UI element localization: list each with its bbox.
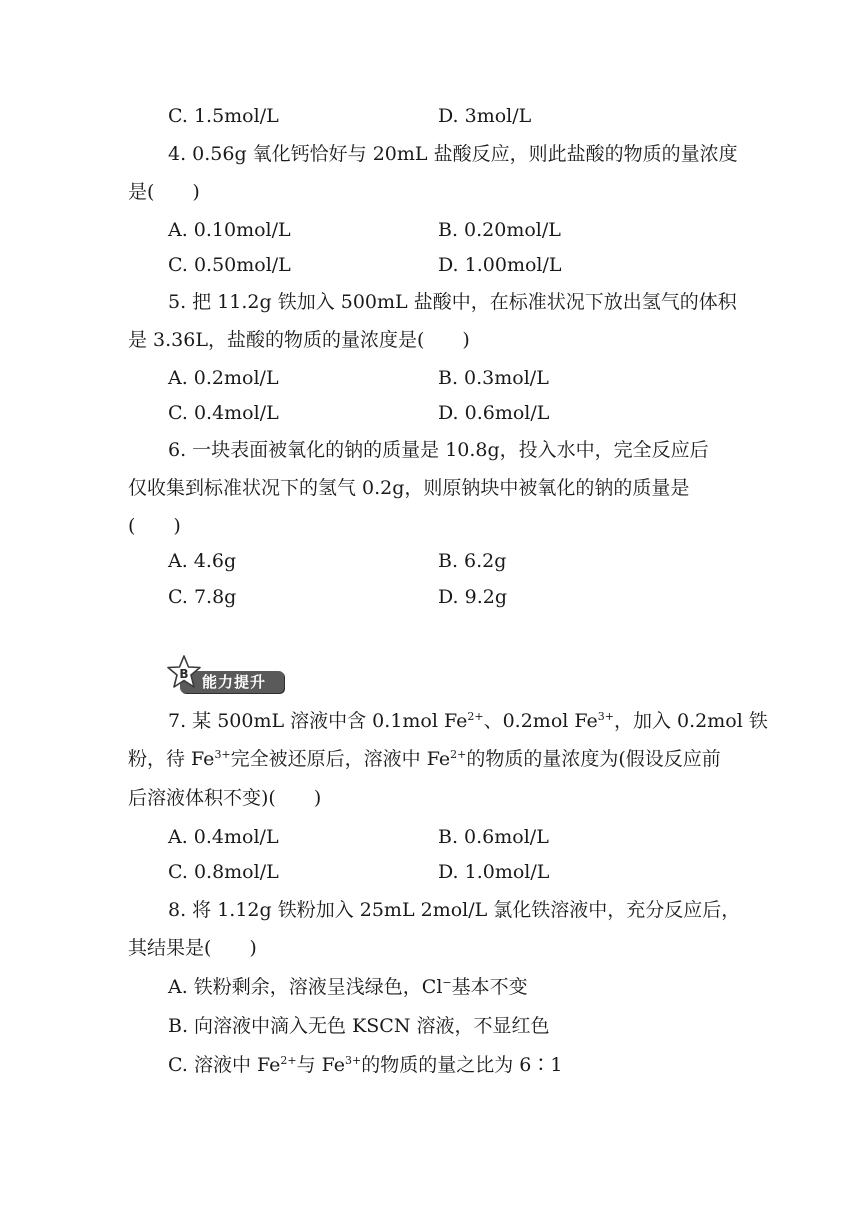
- q4-option-c: C. 0.50mol/L: [168, 254, 291, 276]
- q6-option-c: C. 7.8g: [168, 586, 237, 608]
- q7-option-b: B. 0.6mol/L: [438, 826, 549, 848]
- q4-option-d: D. 1.00mol/L: [438, 254, 562, 276]
- q6-stem-line3: ( ): [128, 515, 181, 537]
- q7-stem-line1: 7. 某 500mL 溶液中含 0.1mol $Fe^{2+}$、0.2mol $Fe^{3+}$，加入 0.2mol 铁: [168, 710, 768, 732]
- q8-stem-line1: 8. 将 1.12g 铁粉加入 25mL 2mol/L 氯化铁溶液中，充分反应后，: [168, 899, 741, 921]
- q7-stem-line3: 后溶液体积不变)( ): [128, 787, 322, 809]
- q8-option-a: A. 铁粉剩余，溶液呈浅绿色，Cl−基本不变: [168, 976, 528, 998]
- q4-option-b: B. 0.20mol/L: [438, 219, 561, 241]
- q5-option-b: B. 0.3mol/L: [438, 367, 549, 389]
- q4-stem-line2: 是( ): [128, 181, 200, 203]
- q4-stem-line1: 4. 0.56g 氧化钙恰好与 20mL 盐酸反应，则此盐酸的物质的量浓度: [168, 143, 738, 165]
- q6-option-b: B. 6.2g: [438, 550, 507, 572]
- q6-option-d: D. 9.2g: [438, 586, 508, 608]
- section-badge: [166, 655, 288, 697]
- q7-stem-line2: 粉，待 $Fe^{3+}$完全被还原后，溶液中 $Fe^{2+}$的物质的量浓度为(假设反应前: [128, 748, 721, 770]
- q6-option-a: A. 4.6g: [168, 550, 237, 572]
- section-badge-label: 能力提升: [202, 673, 267, 691]
- q5-option-a: A. 0.2mol/L: [168, 367, 279, 389]
- q4-option-a: A. 0.10mol/L: [168, 219, 291, 241]
- q8-stem-line2: 其结果是( ): [128, 937, 257, 959]
- q7-option-c: C. 0.8mol/L: [168, 861, 279, 883]
- q5-option-d: D. 0.6mol/L: [438, 402, 550, 424]
- q3-option-c: C. 1.5mol/L: [168, 105, 279, 127]
- q6-stem-line2: 仅收集到标准状况下的氢气 0.2g，则原钠块中被氧化的钠的质量是: [128, 477, 690, 499]
- q5-option-c: C. 0.4mol/L: [168, 402, 279, 424]
- q8-option-c: C. 溶液中 $Fe^{2+}$与 $Fe^{3+}$的物质的量之比为 6∶1: [168, 1054, 563, 1076]
- q5-stem-line2: 是 3.36L，盐酸的物质的量浓度是( ): [128, 329, 470, 351]
- q6-stem-line1: 6. 一块表面被氧化的钠的质量是 10.8g，投入水中，完全反应后: [168, 439, 709, 461]
- q7-option-d: D. 1.0mol/L: [438, 861, 550, 883]
- q5-stem-line1: 5. 把 11.2g 铁加入 500mL 盐酸中，在标准状况下放出氢气的体积: [168, 291, 737, 313]
- q7-option-a: A. 0.4mol/L: [168, 826, 279, 848]
- section-badge-letter: B: [179, 667, 189, 681]
- q8-option-b: B. 向溶液中滴入无色 KSCN 溶液，不显红色: [168, 1015, 550, 1037]
- q3-option-d: D. 3mol/L: [438, 105, 532, 127]
- star-icon: [166, 655, 202, 691]
